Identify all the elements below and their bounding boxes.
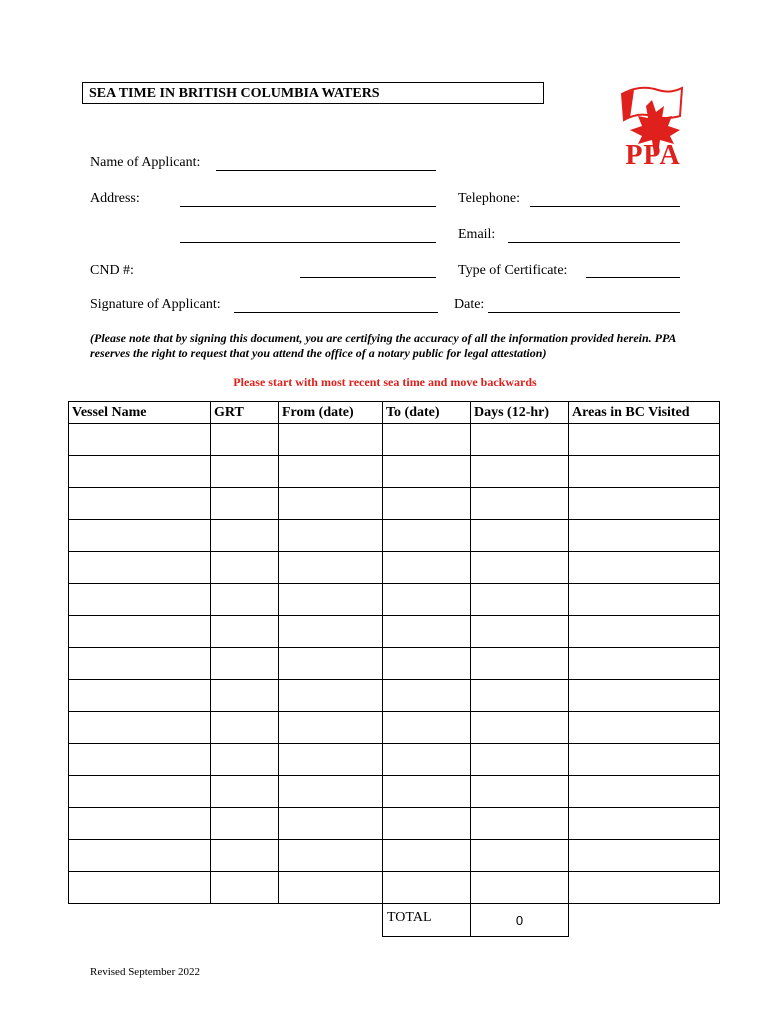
days-cell[interactable]	[471, 424, 569, 456]
signature-label: Signature of Applicant:	[90, 297, 221, 312]
table-row	[69, 488, 720, 520]
areas-visited-cell[interactable]	[569, 680, 720, 712]
vessel-name-cell[interactable]	[69, 520, 211, 552]
grt-cell[interactable]	[211, 808, 279, 840]
from-date-cell[interactable]	[279, 648, 383, 680]
to-date-cell[interactable]	[383, 712, 471, 744]
grt-cell[interactable]	[211, 648, 279, 680]
table-row	[69, 456, 720, 488]
vessel-name-cell[interactable]	[69, 776, 211, 808]
email-label: Email:	[458, 227, 496, 242]
address-label: Address:	[90, 191, 140, 206]
areas-visited-cell[interactable]	[569, 584, 720, 616]
table-row	[69, 808, 720, 840]
table-row	[69, 712, 720, 744]
date-label: Date:	[454, 297, 485, 312]
areas-visited-cell[interactable]	[569, 776, 720, 808]
to-date-cell[interactable]	[383, 552, 471, 584]
to-date-cell[interactable]	[383, 840, 471, 872]
vessel-name-cell[interactable]	[69, 840, 211, 872]
from-date-cell[interactable]	[279, 520, 383, 552]
vessel-name-cell[interactable]	[69, 616, 211, 648]
certificate-type-label: Type of Certificate:	[458, 263, 568, 278]
days-cell[interactable]	[471, 680, 569, 712]
grt-cell[interactable]	[211, 776, 279, 808]
from-date-cell[interactable]	[279, 776, 383, 808]
certification-note: (Please note that by signing this document, you are certifying the accuracy of all the information provided herein. PPA reserves the right to request that you attend the office of a notary public for legal attestation)	[90, 331, 676, 360]
from-date-cell[interactable]	[279, 456, 383, 488]
form-title: SEA TIME IN BRITISH COLUMBIA WATERS	[82, 82, 544, 104]
column-header-to-date: To (date)	[383, 402, 471, 424]
from-date-cell[interactable]	[279, 680, 383, 712]
table-row	[69, 776, 720, 808]
table-row	[69, 424, 720, 456]
areas-visited-cell[interactable]	[569, 488, 720, 520]
instruction-text: Please start with most recent sea time and move backwards	[233, 375, 537, 389]
days-cell[interactable]	[471, 872, 569, 904]
table-row	[69, 840, 720, 872]
name-label: Name of Applicant:	[90, 155, 201, 170]
areas-visited-cell[interactable]	[569, 424, 720, 456]
telephone-label: Telephone:	[458, 191, 520, 206]
name-field[interactable]	[216, 170, 436, 171]
days-cell[interactable]	[471, 488, 569, 520]
vessel-name-cell[interactable]	[69, 744, 211, 776]
cnd-label: CND #:	[90, 263, 134, 278]
table-row	[69, 648, 720, 680]
address-line-2-field[interactable]	[180, 242, 436, 243]
grt-cell[interactable]	[211, 520, 279, 552]
cnd-field[interactable]	[300, 277, 436, 278]
from-date-cell[interactable]	[279, 424, 383, 456]
days-cell[interactable]	[471, 744, 569, 776]
table-header-row	[69, 402, 720, 424]
ppa-logo-text: PPA	[625, 140, 681, 171]
days-cell[interactable]	[471, 840, 569, 872]
table-row	[69, 744, 720, 776]
grt-cell[interactable]	[211, 680, 279, 712]
days-cell[interactable]	[471, 584, 569, 616]
areas-visited-cell[interactable]	[569, 616, 720, 648]
days-cell[interactable]	[471, 520, 569, 552]
areas-visited-cell[interactable]	[569, 456, 720, 488]
column-header-areas-visited: Areas in BC Visited	[569, 402, 720, 424]
vessel-name-cell[interactable]	[69, 712, 211, 744]
address-line-1-field[interactable]	[180, 206, 436, 207]
grt-cell[interactable]	[211, 488, 279, 520]
vessel-name-cell[interactable]	[69, 488, 211, 520]
from-date-cell[interactable]	[279, 840, 383, 872]
vessel-name-cell[interactable]	[69, 808, 211, 840]
areas-visited-cell[interactable]	[569, 872, 720, 904]
grt-cell[interactable]	[211, 584, 279, 616]
areas-visited-cell[interactable]	[569, 744, 720, 776]
grt-cell[interactable]	[211, 552, 279, 584]
vessel-name-cell[interactable]	[69, 680, 211, 712]
from-date-cell[interactable]	[279, 488, 383, 520]
areas-visited-cell[interactable]	[569, 808, 720, 840]
vessel-name-cell[interactable]	[69, 456, 211, 488]
vessel-name-cell[interactable]	[69, 872, 211, 904]
email-field[interactable]	[508, 242, 680, 243]
to-date-cell[interactable]	[383, 680, 471, 712]
to-date-cell[interactable]	[383, 616, 471, 648]
column-header-vessel-name: Vessel Name	[69, 402, 211, 424]
vessel-name-cell[interactable]	[69, 552, 211, 584]
table-row	[69, 520, 720, 552]
to-date-cell[interactable]	[383, 872, 471, 904]
from-date-cell[interactable]	[279, 808, 383, 840]
days-cell[interactable]	[471, 776, 569, 808]
from-date-cell[interactable]	[279, 872, 383, 904]
grt-cell[interactable]	[211, 872, 279, 904]
table-row	[69, 616, 720, 648]
from-date-cell[interactable]	[279, 584, 383, 616]
total-days-value: 0	[471, 904, 569, 937]
column-header-from-date: From (date)	[279, 402, 383, 424]
signature-field[interactable]	[234, 312, 438, 313]
total-label: TOTAL	[383, 904, 471, 937]
areas-visited-cell[interactable]	[569, 552, 720, 584]
to-date-cell[interactable]	[383, 776, 471, 808]
grt-cell[interactable]	[211, 744, 279, 776]
grt-cell[interactable]	[211, 456, 279, 488]
grt-cell[interactable]	[211, 712, 279, 744]
column-header-grt: GRT	[211, 402, 279, 424]
to-date-cell[interactable]	[383, 488, 471, 520]
to-date-cell[interactable]	[383, 456, 471, 488]
days-cell[interactable]	[471, 808, 569, 840]
table-row	[69, 584, 720, 616]
to-date-cell[interactable]	[383, 584, 471, 616]
to-date-cell[interactable]	[383, 520, 471, 552]
date-field[interactable]	[488, 312, 680, 313]
areas-visited-cell[interactable]	[569, 840, 720, 872]
grt-cell[interactable]	[211, 616, 279, 648]
days-cell[interactable]	[471, 456, 569, 488]
ppa-logo	[600, 76, 700, 176]
areas-visited-cell[interactable]	[569, 648, 720, 680]
to-date-cell[interactable]	[383, 744, 471, 776]
grt-cell[interactable]	[211, 424, 279, 456]
to-date-cell[interactable]	[383, 808, 471, 840]
days-cell[interactable]	[471, 552, 569, 584]
areas-visited-cell[interactable]	[569, 520, 720, 552]
days-cell[interactable]	[471, 616, 569, 648]
from-date-cell[interactable]	[279, 712, 383, 744]
table-row	[69, 872, 720, 904]
revision-note: Revised September 2022	[90, 966, 200, 978]
from-date-cell[interactable]	[279, 552, 383, 584]
from-date-cell[interactable]	[279, 616, 383, 648]
table-row	[69, 680, 720, 712]
vessel-name-cell[interactable]	[69, 584, 211, 616]
telephone-field[interactable]	[530, 206, 680, 207]
vessel-name-cell[interactable]	[69, 648, 211, 680]
vessel-name-cell[interactable]	[69, 424, 211, 456]
certificate-type-field[interactable]	[586, 277, 680, 278]
from-date-cell[interactable]	[279, 744, 383, 776]
to-date-cell[interactable]	[383, 424, 471, 456]
areas-visited-cell[interactable]	[569, 712, 720, 744]
total-row	[69, 904, 720, 937]
sea-time-table	[68, 401, 720, 937]
table-row	[69, 552, 720, 584]
to-date-cell[interactable]	[383, 648, 471, 680]
column-header-days: Days (12-hr)	[471, 402, 569, 424]
days-cell[interactable]	[471, 712, 569, 744]
days-cell[interactable]	[471, 648, 569, 680]
grt-cell[interactable]	[211, 840, 279, 872]
